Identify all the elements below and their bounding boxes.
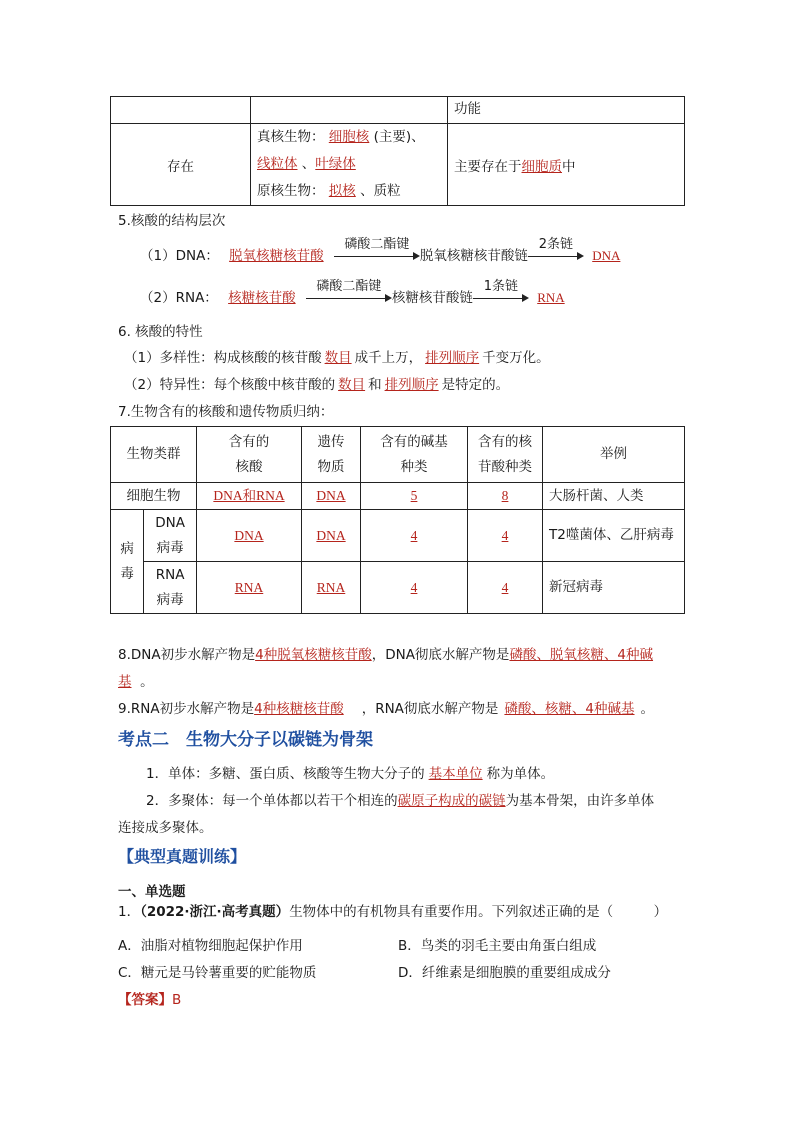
text: 种类 <box>400 458 428 475</box>
answer-rna-complete: 磷酸、核糖、4种碱基 <box>504 701 635 717</box>
dna-virus-genetic: DNA <box>316 527 346 543</box>
question-number: 1． <box>118 904 141 920</box>
question-source: （2022·浙江·高考真题） <box>140 904 290 920</box>
text: 病毒 <box>156 539 184 556</box>
text: 核酸 <box>235 458 263 475</box>
header-nucleotide <box>468 427 543 483</box>
cell-nucleic: DNA和RNA <box>213 488 285 503</box>
nucleic-distribution-table <box>110 96 685 206</box>
arrow-label: 磷酸二酯键 <box>316 279 382 294</box>
text: 遗传 <box>317 433 345 450</box>
answer-value: B <box>172 992 182 1008</box>
diversity-line <box>124 346 550 366</box>
answer-basic-unit: 基本单位 <box>428 766 483 782</box>
arrow-label: 1条链 <box>483 279 519 294</box>
text: 苷酸种类 <box>478 458 532 475</box>
table-row <box>111 510 685 562</box>
answer-cytoplasm: 细胞质 <box>521 158 562 175</box>
dna-virus-label <box>144 510 197 562</box>
option-d[interactable]: D．纤维素是细胞膜的重要组成成分 <box>398 965 611 981</box>
answer-deoxynucleotide: 脱氧核糖核苷酸 <box>229 248 324 264</box>
text: 毒 <box>120 565 134 582</box>
cell-example: 大肠杆菌、人类 <box>543 483 685 510</box>
dna-virus-example: T2噬菌体、乙肝病毒 <box>543 510 685 562</box>
answer-rna: RNA <box>537 290 565 305</box>
rna-virus-label <box>144 562 197 614</box>
table1-header-2 <box>251 97 448 124</box>
text: 1．单体：多糖、蛋白质、核酸等生物大分子的 <box>146 766 425 782</box>
table-row <box>111 562 685 614</box>
dna-label: （1）DNA： <box>140 248 219 264</box>
text: 。 <box>640 701 655 717</box>
option-a[interactable]: A．油脂对植物细胞起保护作用 <box>118 938 303 954</box>
arrow-right-icon <box>306 279 392 305</box>
header-nucleic <box>197 427 302 483</box>
virus-label <box>111 510 144 614</box>
question-text: 生物体中的有机物具有重要作用。下列叙述正确的是（ ） <box>289 904 668 920</box>
arrow-label: 2条链 <box>538 237 574 252</box>
text: 病毒 <box>156 591 184 608</box>
practice-title: 【典型真题训练】 <box>118 847 247 866</box>
option-c[interactable]: C．糖元是马铃薯重要的贮能物质 <box>118 965 317 981</box>
header-genetic <box>302 427 361 483</box>
polymer-line-2: 连接成多聚体。 <box>118 820 213 836</box>
text: 物质 <box>317 458 345 475</box>
table1-location-cell <box>251 124 448 206</box>
section7-title: 7.生物含有的核酸和遗传物质归纳： <box>118 404 334 420</box>
prokaryote-label: 原核生物： <box>257 183 325 199</box>
answer-dna: DNA <box>592 248 621 263</box>
dna-virus-nucleotide: 4 <box>501 527 509 543</box>
option-b[interactable]: B．鸟类的羽毛主要由角蛋白组成 <box>398 938 597 954</box>
header-base <box>361 427 468 483</box>
table1-header-function: 功能 <box>448 97 685 124</box>
text: 为基本骨架，由许多单体 <box>505 793 655 809</box>
rna-hydrolysis-line <box>118 697 654 717</box>
text: 8.DNA初步水解产物是 <box>118 647 256 663</box>
text: DNA <box>155 514 186 531</box>
section5-title: 5.核酸的结构层次 <box>118 213 226 229</box>
section-single-choice: 一、单选题 <box>118 884 186 900</box>
nucleic-acid-summary-table <box>110 426 685 614</box>
cell-base: 5 <box>410 488 418 503</box>
text: RNA <box>155 566 185 583</box>
header-group: 生物类群 <box>111 427 197 483</box>
section-heading: 考点二 生物大分子以碳链为骨架 <box>118 730 373 750</box>
answer-number: 数目 <box>324 350 352 366</box>
rna-chain-text: 核糖核苷酸链 <box>391 290 473 306</box>
text: 称为单体。 <box>486 766 555 782</box>
monomer-line <box>146 762 554 782</box>
text: 和 <box>368 377 382 393</box>
question-1 <box>118 900 667 920</box>
answer-mitochondria: 线粒体 <box>257 156 298 172</box>
answer-chloroplast: 叶绿体 <box>315 156 356 172</box>
text: ，RNA彻底水解产物是 <box>361 701 499 717</box>
answer-sequence: 排列顺序 <box>425 350 480 366</box>
answer-ribonucleotide: 核糖核苷酸 <box>228 290 296 306</box>
text: 含有的核 <box>478 433 532 450</box>
text: ，DNA彻底水解产物是 <box>371 647 510 663</box>
function-suffix: 中 <box>562 158 576 175</box>
eukaryote-label: 真核生物： <box>257 129 325 145</box>
text: 2．多聚体：每一个单体都以若干个相连的 <box>146 793 398 809</box>
text: 9.RNA初步水解产物是 <box>118 701 255 717</box>
eukaryote-main-text: (主要)、 <box>373 129 425 145</box>
specificity-line <box>124 373 509 393</box>
header-example: 举例 <box>543 427 685 483</box>
text: 含有的 <box>228 433 270 450</box>
text: （1）多样性：构成核酸的核苷酸 <box>124 350 322 366</box>
rna-label: （2）RNA： <box>140 290 218 306</box>
arrow-right-icon <box>528 237 584 263</box>
section6-title: 6. 核酸的特性 <box>118 324 203 340</box>
table1-function-cell <box>448 124 685 206</box>
answer-dna-complete: 磷酸、脱氧核糖、4种碱 <box>509 647 654 663</box>
answer-sequence: 排列顺序 <box>384 377 439 393</box>
cell-nucleotide: 8 <box>501 488 509 503</box>
polymer-line <box>146 789 654 809</box>
arrow-right-icon <box>473 279 529 305</box>
answer-label: 【答案】 <box>118 992 172 1008</box>
dna-structure-line <box>140 237 626 264</box>
dna-chain-text: 脱氧核糖核苷酸链 <box>419 248 528 264</box>
text: 。 <box>140 674 154 690</box>
answer-rna-initial: 4种核糖核苷酸 <box>254 701 344 717</box>
answer-number: 数目 <box>338 377 366 393</box>
table-row <box>111 483 685 510</box>
text: 千变万化。 <box>482 350 550 366</box>
separator: 、 <box>301 156 316 172</box>
text: 含有的碱基 <box>380 433 448 450</box>
table1-row-label: 存在 <box>111 124 251 206</box>
answer-line <box>118 988 181 1008</box>
answer-nucleus: 细胞核 <box>328 129 370 145</box>
text: （2）特异性：每个核酸中核苷酸的 <box>124 377 336 393</box>
rna-virus-nucleic: RNA <box>234 579 264 595</box>
dna-hydrolysis-line <box>118 643 653 663</box>
rna-virus-nucleotide: 4 <box>501 579 509 595</box>
arrow-label: 磷酸二酯键 <box>344 237 410 252</box>
row-label-cell: 细胞生物 <box>111 483 197 510</box>
rna-virus-example: 新冠病毒 <box>543 562 685 614</box>
rna-virus-genetic: RNA <box>316 579 346 595</box>
dna-hydrolysis-line-2 <box>118 670 154 690</box>
answer-dna-initial: 4种脱氧核糖核苷酸 <box>255 647 372 663</box>
cell-genetic: DNA <box>316 488 346 503</box>
function-prefix: 主要存在于 <box>454 158 522 175</box>
dna-virus-nucleic: DNA <box>234 527 264 543</box>
dna-virus-base: 4 <box>410 527 418 543</box>
answer-dna-complete-cont: 基 <box>118 674 132 690</box>
text: 成千上万， <box>354 350 423 366</box>
table1-header-1 <box>111 97 251 124</box>
rna-virus-base: 4 <box>410 579 418 595</box>
answer-carbon-chain: 碳原子构成的碳链 <box>397 793 506 809</box>
text: 是特定的。 <box>441 377 510 393</box>
answer-nucleoid: 拟核 <box>328 183 356 199</box>
prokaryote-suffix: 、质粒 <box>360 183 401 199</box>
text: 病 <box>120 540 134 557</box>
rna-structure-line <box>140 279 571 306</box>
arrow-right-icon <box>334 237 420 263</box>
